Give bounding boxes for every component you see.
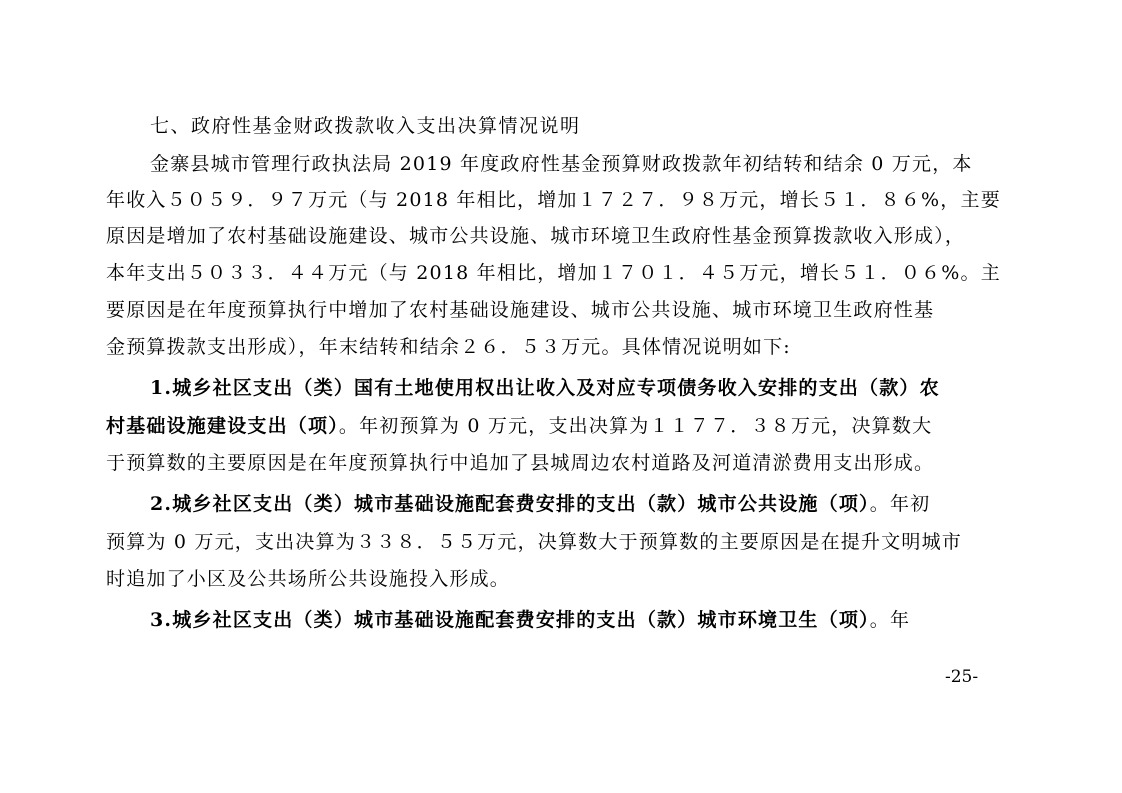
paragraph-1-line-4: 本年支出５０３３．４４万元（与 2018 年相比，增加１７０１．４５万元，增长５１．０６%。主 xyxy=(106,262,1001,284)
item-2-line-3: 时追加了小区及公共场所公共设施投入形成。 xyxy=(106,568,511,590)
item-3-heading: 3.城乡社区支出（类）城市基础设施配套费安排的支出（款）城市环境卫生（项） xyxy=(150,609,870,631)
item-1-line-3: 于预算数的主要原因是在年度预算执行中追加了县城周边农村道路及河道清淤费用支出形成。 xyxy=(106,452,935,474)
item-2-line-2: 预算为 0 万元，支出决算为３３８．５５万元，决算数大于预算数的主要原因是在提升文明城市 xyxy=(106,531,962,553)
item-1-heading-line-1: 1.城乡社区支出（类）国有土地使用权出让收入及对应专项债务收入安排的支出（款）农 xyxy=(150,377,940,399)
paragraph-1-line-1: 金寨县城市管理行政执法局 2019 年度政府性基金预算财政拨款年初结转和结余 0 万元，本 xyxy=(150,153,973,175)
item-3-line-1 xyxy=(150,608,910,632)
paragraph-1-line-3: 原因是增加了农村基础设施建设、城市公共设施、城市环境卫生政府性基金预算拨款收入形成）， xyxy=(106,225,966,247)
item-2-text-line-1: 。年初 xyxy=(869,493,931,515)
page-number: -25- xyxy=(945,667,979,687)
item-2-heading: 2.城乡社区支出（类）城市基础设施配套费安排的支出（款）城市公共设施（项） xyxy=(150,493,870,515)
paragraph-1-line-6: 金预算拨款支出形成），年末结转和结余２６．５３万元。具体情况说明如下: xyxy=(106,336,791,358)
paragraph-1-line-5: 要原因是在年度预算执行中增加了农村基础设施建设、城市公共设施、城市环境卫生政府性基 xyxy=(106,299,935,321)
item-1-line-2 xyxy=(106,414,932,438)
item-1-text-line-2: 。年初预算为 0 万元，支出决算为１１７７．３８万元，决算数大 xyxy=(338,415,933,437)
section-heading: 七、政府性基金财政拨款收入支出决算情况说明 xyxy=(150,115,581,137)
paragraph-1-line-2: 年收入５０５９．９７万元（与 2018 年相比，增加１７２７．９８万元，增长５１．８６%，主要 xyxy=(106,189,1001,211)
item-1-heading-line-2: 村基础设施建设支出（项） xyxy=(106,415,339,437)
item-2-line-1 xyxy=(150,492,930,516)
item-3-text-line-1: 。年 xyxy=(869,609,911,631)
